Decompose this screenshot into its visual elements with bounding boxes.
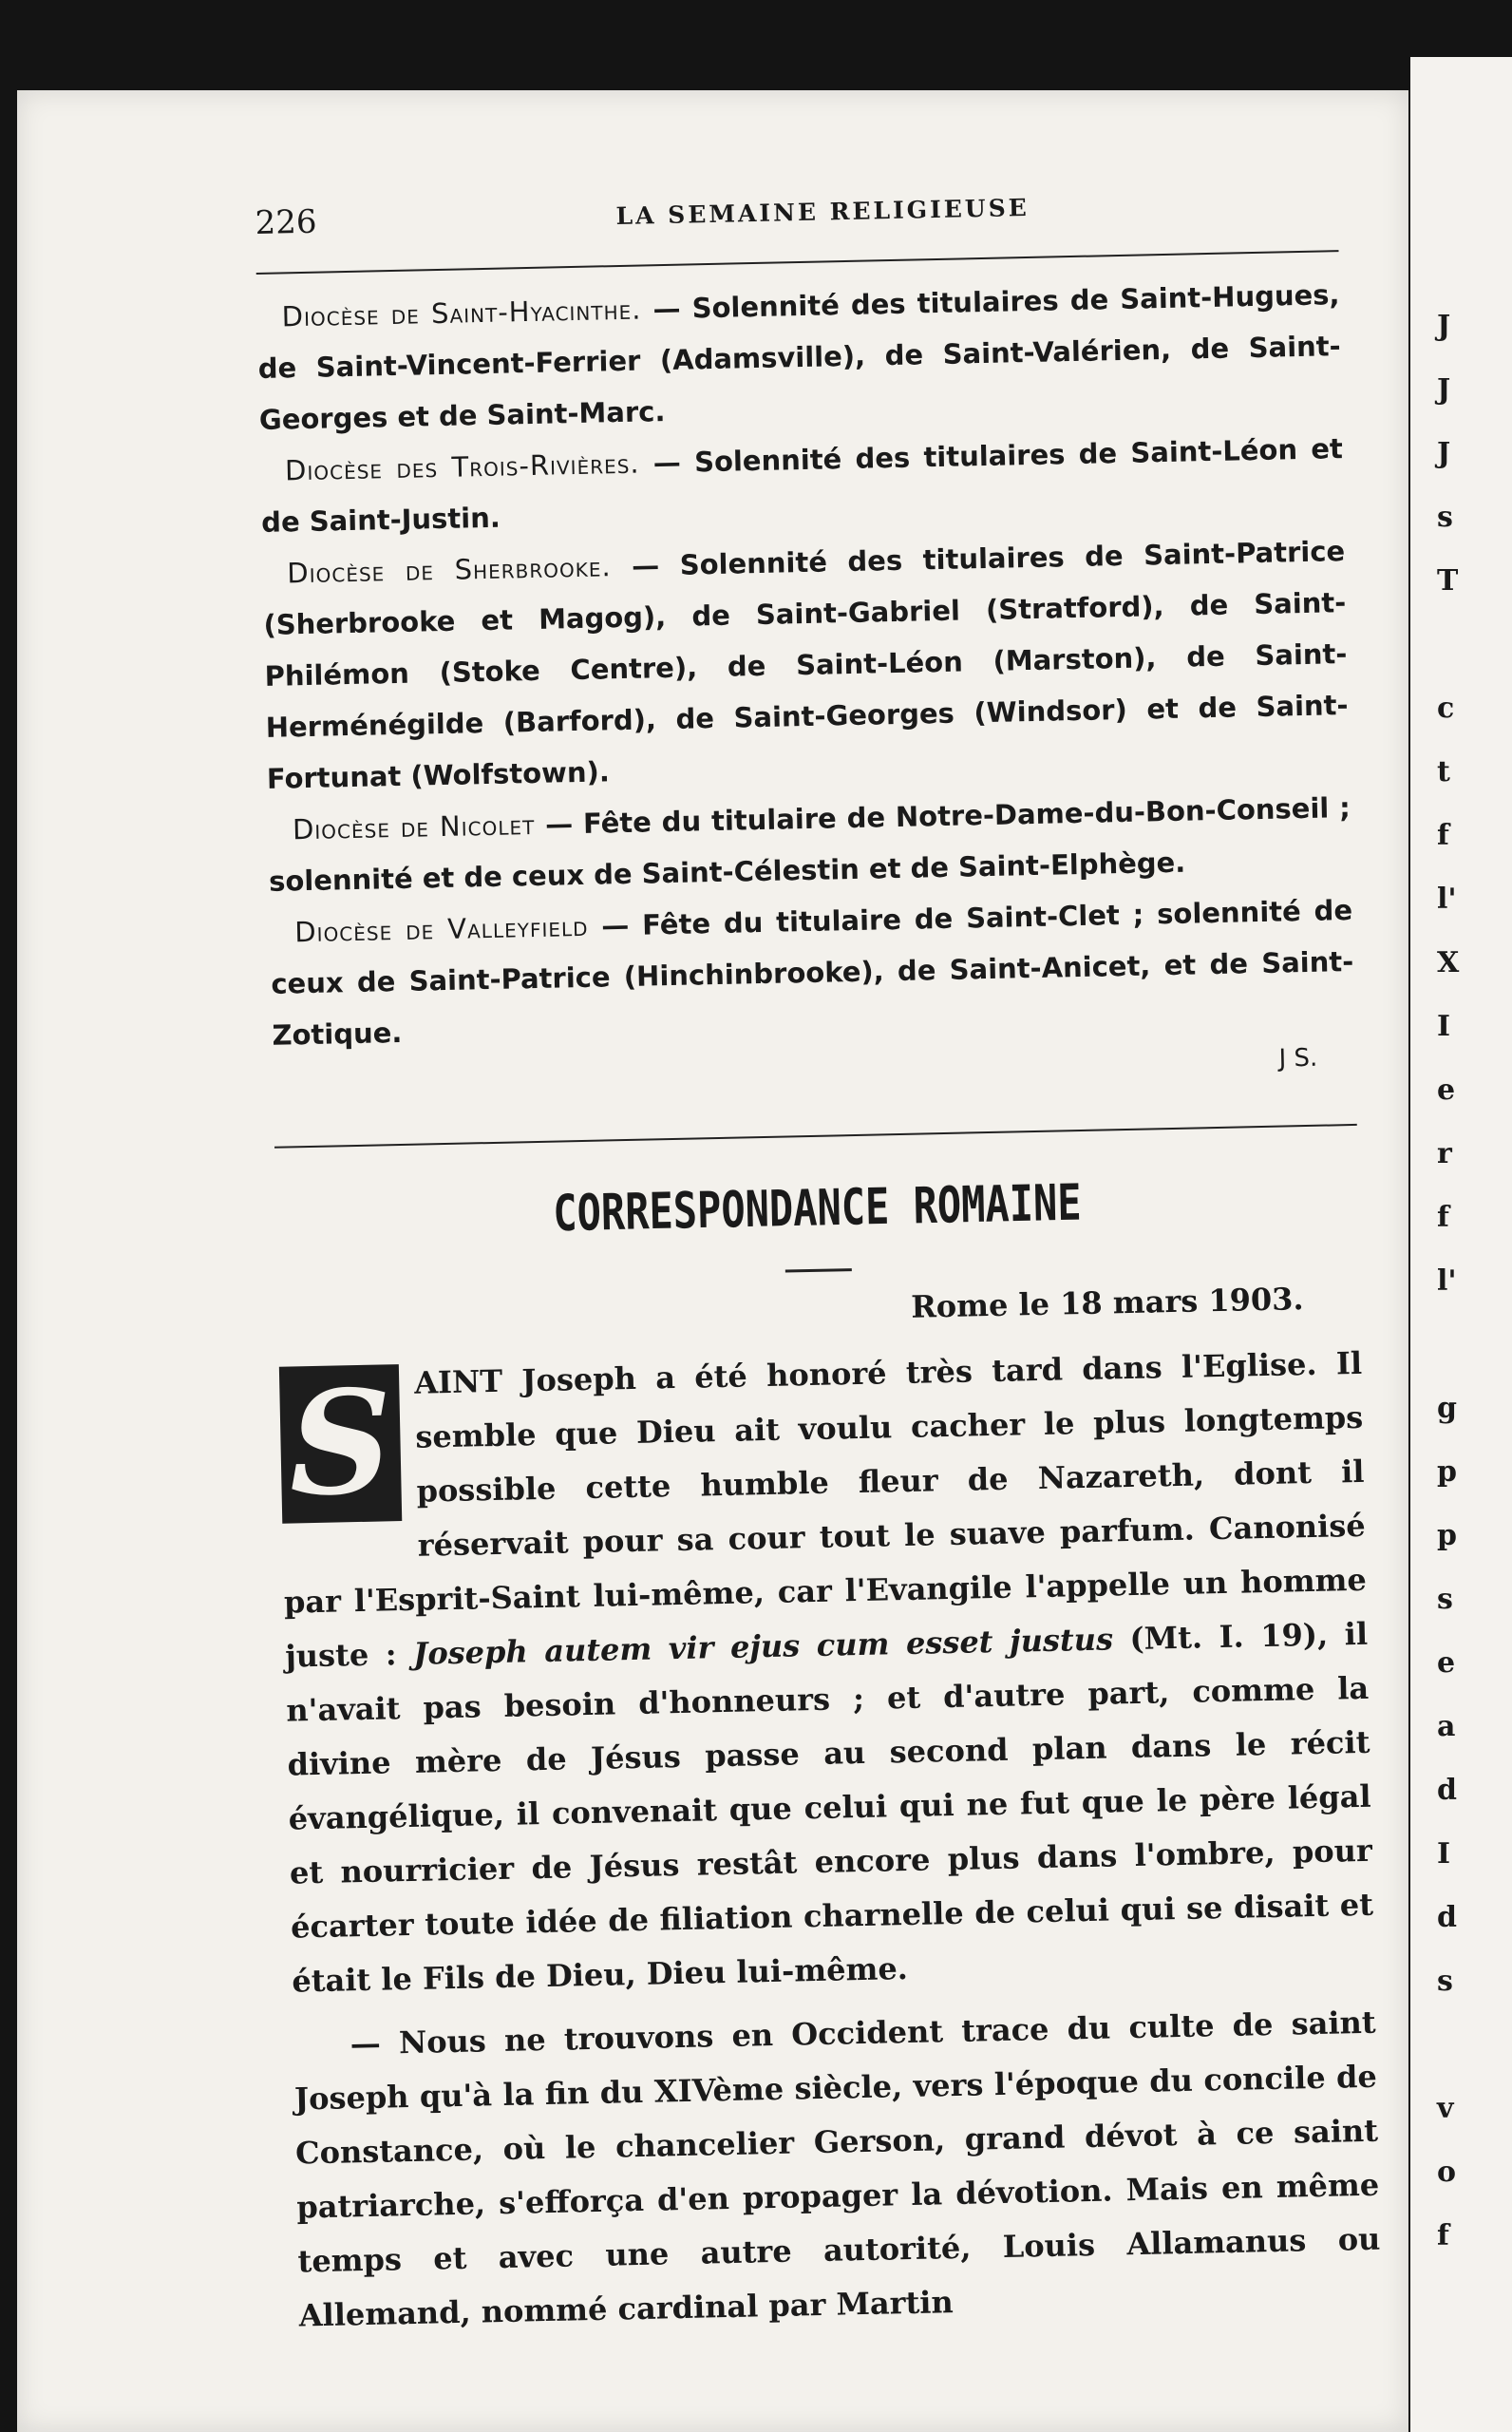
diocese-text: — Fête du titulaire de Notre-Dame-du-Bon-Conseil ; solennité et de ceux de Saint-Célestin et de Saint-Elphège. (268, 790, 1351, 898)
facing-page-fragment: o (1437, 2156, 1457, 2189)
facing-page-fragment: s (1437, 1965, 1453, 1998)
facing-page-fragment: s (1437, 501, 1453, 534)
facing-page-fragment: f (1437, 819, 1449, 852)
facing-page-fragment (1437, 613, 1459, 676)
diocese-name: Diocèse de Valleyfield (293, 909, 589, 949)
page-number: 226 (255, 202, 317, 242)
facing-page-fragment: c (1437, 692, 1455, 725)
diocese-text: — Solennité des titulaires de Saint-Léon et de Saint-Justin. (260, 432, 1344, 539)
facing-page-fragment: l' (1437, 883, 1457, 916)
running-title: LA SEMAINE RELIGIEUSE (615, 193, 1030, 231)
facing-page-fragment: X (1437, 946, 1460, 979)
facing-page-fragment: J (1437, 437, 1451, 470)
diocese-text: — Solennité des titulaires de Saint-Patrice (Sherbrooke et Magog), de Saint-Gabriel (Stratford), de Saint-Philémon (Stoke Centre), de Saint-Léon (Marston), de Saint-Herménégilde (Barford), de Saint-Georges (Windsor) et de Saint-Fortunat (Wolfstown). (263, 535, 1349, 795)
facing-page-fragment: e (1437, 1646, 1456, 1680)
signature: J S. (1278, 1043, 1318, 1074)
facing-page-fragment: r (1437, 1137, 1452, 1170)
paragraph-2: — Nous ne trouvons en Occident trace du culte de saint Joseph qu'à la fin du XIVème siècle, vers l'époque du concile de Constance, où le chancelier Gerson, grand dévot à ce saint patriarche, s'efforça d'en propager la dévotion. Mais en même temps et avec une autre autorité, Louis Allamanus ou Allemand, nommé cardinal par Martin (293, 2004, 1381, 2334)
article-date: Rome le 18 mars 1903. (910, 1281, 1304, 1325)
facing-page-fragment: J (1437, 373, 1451, 407)
facing-page-fragment: t (1437, 755, 1450, 788)
paragraph-1-text-end: (Mt. I. 19), il n'avait pas besoin d'honneurs ; et d'autre part, comme la divine mère de Jésus passe au second plan dans le récit évangélique, il convenait que celui qui ne fut que le père légal et nourricier de Jésus restât encore plus dans l'ombre, pour écarter toute idée de filiation charnelle de celui qui se disait et était le Fils de Dieu, Dieu lui-même. (286, 1615, 1374, 2000)
diocese-text: — Fête du titulaire de Saint-Clet ; solennité de ceux de Saint-Patrice (Hinchinbrooke), de Saint-Anicet, et de Saint-Zotique. (271, 893, 1354, 1052)
facing-page-fragment: T (1437, 564, 1459, 598)
facing-page-fragment: g (1437, 1392, 1457, 1425)
facing-page-fragment: s (1437, 1583, 1453, 1616)
facing-page-fragment: f (1437, 2219, 1449, 2252)
section-rule (274, 1124, 1357, 1149)
facing-page-fragment: v (1437, 2092, 1454, 2125)
facing-page-fragment: I (1437, 1837, 1451, 1871)
page-content (255, 172, 1383, 2373)
facing-page-fragment (1437, 2013, 1459, 2077)
facing-page-fragment (1437, 1313, 1459, 1377)
paragraph-1 (279, 1337, 1375, 2009)
facing-page-fragment: p (1437, 1455, 1457, 1489)
facing-page-fragment: I (1437, 1010, 1451, 1043)
facing-page-letters (1437, 294, 1459, 2268)
facing-page-fragment: a (1437, 1710, 1456, 1743)
facing-page-fragment: d (1437, 1901, 1457, 1934)
facing-page-fragment: l' (1437, 1264, 1457, 1298)
facing-page-edge (1410, 57, 1512, 2432)
facing-page-fragment: e (1437, 1074, 1456, 1107)
diocese-text: — Solennité des titulaires de Saint-Hugues, de Saint-Vincent-Ferrier (Adamsville), de Saint-Valérien, de Saint-Georges et de Saint-Marc. (257, 278, 1341, 436)
facing-page-fragment: J (1437, 310, 1451, 343)
diocese-entry (270, 884, 1355, 1061)
dropcap-initial: S (279, 1364, 402, 1524)
header-rule (256, 250, 1339, 275)
diocese-entry (256, 269, 1342, 446)
page (17, 90, 1408, 2432)
title-rule (785, 1268, 852, 1272)
diocese-entry (262, 525, 1350, 805)
diocese-list (256, 269, 1356, 1099)
latin-quote: Joseph autem vir ejus cum esset justus (412, 1621, 1114, 1672)
article-body (279, 1337, 1382, 2344)
facing-page-fragment: f (1437, 1201, 1449, 1234)
diocese-name: Diocèse de Saint-Hyacinthe. (281, 293, 642, 333)
facing-page-fragment: p (1437, 1519, 1457, 1552)
paragraph-1-text: AINT Joseph a été honoré très tard dans l'Eglise. Il semble que Dieu ait voulu cacher le plus longtemps possible cette humble fleur de Nazareth, dont il réservait pour sa cour tout le suave parfum. Canonisé par l'Esprit-Saint lui-même, car l'Evangile l'appelle un homme juste : (283, 1344, 1368, 1675)
page-header (255, 172, 1338, 252)
diocese-name: Diocèse de Sherbrooke. (286, 550, 613, 590)
diocese-name: Diocèse des Trois-Rivières. (284, 446, 640, 487)
article-title: CORRESPONDANCE ROMAINE (552, 1172, 1083, 1243)
diocese-name: Diocèse de Nicolet (292, 808, 536, 846)
facing-page-fragment: d (1437, 1774, 1457, 1807)
